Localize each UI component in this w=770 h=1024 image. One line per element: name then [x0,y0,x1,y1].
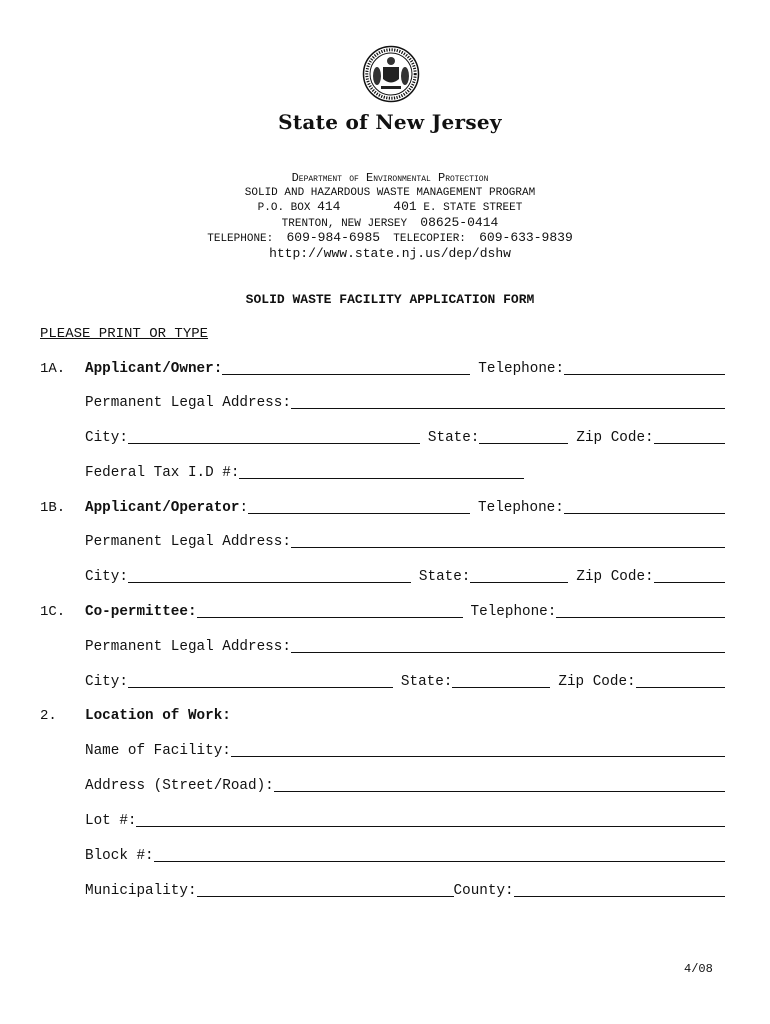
owner-telephone-field[interactable] [564,361,725,375]
street-address-row [85,778,725,794]
operator-zip-label: Zip Code: [576,569,654,585]
copermittee-city-label: City: [85,674,128,690]
municipality-field[interactable] [197,883,454,897]
lot-label: Lot #: [85,813,137,829]
section-number-1c: 1C. [40,604,66,620]
copermittee-field[interactable] [197,604,463,618]
owner-city-field[interactable] [128,430,420,444]
federal-tax-id-field[interactable] [239,465,524,479]
po-box-line: P.O. BOX 414 401 E. STATE STREET [257,199,523,214]
owner-address-row [85,395,725,411]
block-label: Block #: [85,848,154,864]
operator-state-field[interactable] [470,569,568,583]
municipality-label: Municipality: [85,883,197,899]
operator-city-field[interactable] [128,569,411,583]
copermittee-city-field[interactable] [128,674,393,688]
operator-label-colon: : [239,500,249,516]
facility-name-label: Name of Facility: [85,743,231,759]
operator-city-label: City: [85,569,128,585]
owner-row [85,361,725,377]
location-of-work-heading: Location of Work: [85,708,231,724]
lot-field[interactable] [136,813,725,827]
owner-address-label: Permanent Legal Address: [85,395,291,411]
owner-city-label: City: [85,430,128,446]
owner-label: Applicant/Owner: [85,361,223,377]
municipality-row [85,883,725,899]
street-address-field[interactable] [274,778,725,792]
facility-name-row [85,743,725,759]
copermittee-label: Co-permittee: [85,604,197,620]
owner-address-field[interactable] [291,395,725,409]
form-title: SOLID WASTE FACILITY APPLICATION FORM [245,292,535,307]
section-number-1a: 1A. [40,361,66,377]
copermittee-state-field[interactable] [452,674,550,688]
block-field[interactable] [154,848,725,862]
section-number-1b: 1B. [40,500,66,516]
department-name: Department of Environmental Protection [291,171,489,185]
operator-telephone-label: Telephone: [478,500,564,516]
copermittee-telephone-field[interactable] [556,604,725,618]
copermittee-zip-label: Zip Code: [558,674,636,690]
section-number-2: 2. [40,708,57,724]
state-seal-logo [362,45,420,103]
phone-line: TELEPHONE: 609-984-6985 TELECOPIER: 609-633-9839 [207,230,573,245]
revision-date: 4/08 [684,962,713,976]
copermittee-address-label: Permanent Legal Address: [85,639,291,655]
owner-zip-field[interactable] [654,430,725,444]
operator-zip-field[interactable] [654,569,725,583]
federal-tax-id-label: Federal Tax I.D #: [85,465,240,481]
operator-address-row [85,534,725,550]
operator-address-label: Permanent Legal Address: [85,534,291,550]
operator-row [85,500,725,516]
operator-field[interactable] [248,500,470,514]
owner-city-row [85,430,725,446]
website-url: http://www.state.nj.us/dep/dshw [269,245,511,261]
lot-row [85,813,725,829]
department-block [0,171,770,261]
owner-tax-row [85,465,725,481]
city-line: TRENTON, NEW JERSEY 08625-0414 [281,214,499,230]
facility-name-field[interactable] [231,743,725,757]
location-heading-row [85,708,725,724]
owner-telephone-label: Telephone: [478,361,565,377]
copermittee-row [85,604,725,620]
program-name: SOLID AND HAZARDOUS WASTE MANAGEMENT PROGRAM [244,186,536,199]
owner-state-label: State: [427,430,480,446]
owner-state-field[interactable] [479,430,568,444]
county-label: County: [453,883,514,899]
copermittee-zip-field[interactable] [636,674,725,688]
operator-address-field[interactable] [291,534,725,548]
copermittee-telephone-label: Telephone: [470,604,557,620]
copermittee-state-label: State: [400,674,453,690]
county-field[interactable] [514,883,725,897]
owner-zip-label: Zip Code: [576,430,654,446]
copermittee-address-row [85,639,725,655]
operator-state-label: State: [418,569,471,585]
copermittee-address-field[interactable] [291,639,725,653]
street-address-label: Address (Street/Road): [85,778,274,794]
operator-city-row [85,569,725,585]
copermittee-city-row [85,674,725,690]
print-instruction: PLEASE PRINT OR TYPE [40,326,209,342]
block-row [85,848,725,864]
state-title: State of New Jersey [278,110,502,134]
operator-telephone-field[interactable] [564,500,725,514]
owner-field[interactable] [222,361,470,375]
operator-label: Applicant/Operator [85,500,240,516]
